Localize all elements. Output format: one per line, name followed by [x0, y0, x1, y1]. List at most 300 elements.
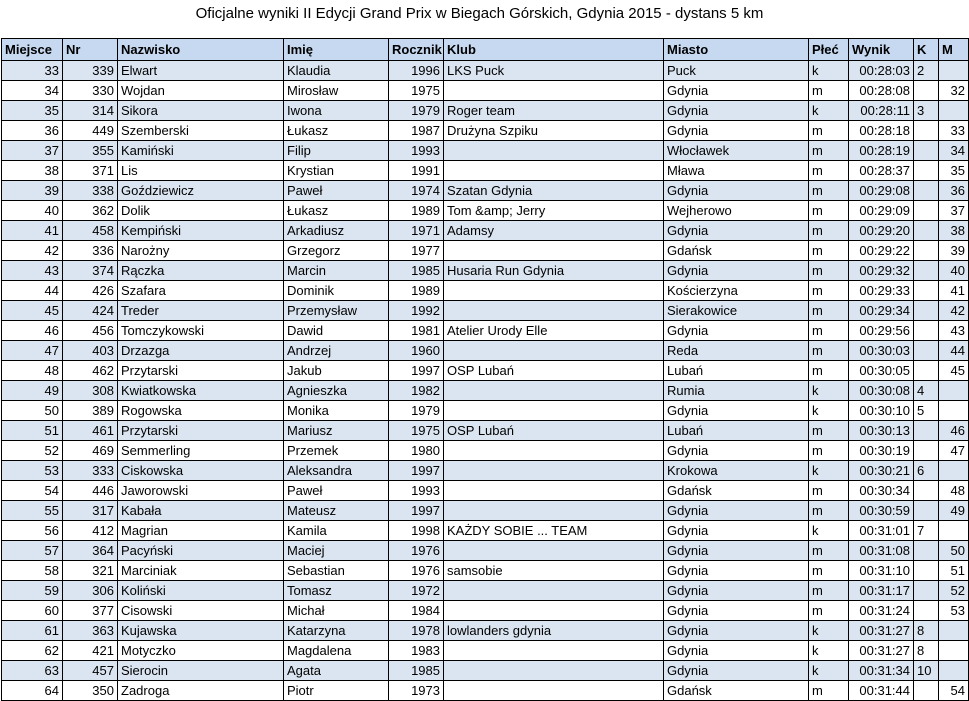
- cell-place: 48: [2, 361, 63, 381]
- column-header-k-rank: K: [914, 39, 939, 61]
- cell-year: 1992: [389, 301, 444, 321]
- cell-first-name: Katarzyna: [284, 621, 389, 641]
- results-body: [2, 61, 969, 701]
- cell-club: [444, 461, 664, 481]
- column-header-first-name: Imię: [284, 39, 389, 61]
- column-header-place: Miejsce: [2, 39, 63, 61]
- cell-k-rank: [914, 281, 939, 301]
- cell-k-rank: [914, 341, 939, 361]
- cell-sex: m: [809, 321, 849, 341]
- cell-m-rank: [939, 641, 969, 661]
- cell-m-rank: [939, 381, 969, 401]
- cell-city: Reda: [664, 341, 809, 361]
- cell-surname: Kabała: [118, 501, 284, 521]
- table-row: [2, 201, 969, 221]
- cell-surname: Elwart: [118, 61, 284, 81]
- cell-bib: 456: [63, 321, 118, 341]
- column-header-surname: Nazwisko: [118, 39, 284, 61]
- cell-place: 33: [2, 61, 63, 81]
- cell-m-rank: [939, 521, 969, 541]
- cell-bib: 457: [63, 661, 118, 681]
- cell-m-rank: 45: [939, 361, 969, 381]
- table-row: [2, 161, 969, 181]
- table-row: [2, 221, 969, 241]
- cell-city: Lubań: [664, 421, 809, 441]
- cell-place: 55: [2, 501, 63, 521]
- cell-place: 37: [2, 141, 63, 161]
- cell-place: 58: [2, 561, 63, 581]
- cell-sex: k: [809, 381, 849, 401]
- cell-time: 00:31:10: [849, 561, 914, 581]
- cell-time: 00:31:08: [849, 541, 914, 561]
- cell-place: 40: [2, 201, 63, 221]
- cell-k-rank: 8: [914, 621, 939, 641]
- cell-club: [444, 661, 664, 681]
- cell-k-rank: [914, 261, 939, 281]
- table-row: [2, 501, 969, 521]
- cell-k-rank: [914, 681, 939, 701]
- cell-time: 00:29:34: [849, 301, 914, 321]
- cell-place: 35: [2, 101, 63, 121]
- cell-k-rank: [914, 441, 939, 461]
- cell-surname: Przytarski: [118, 421, 284, 441]
- cell-year: 1980: [389, 441, 444, 461]
- cell-first-name: Iwona: [284, 101, 389, 121]
- results-table: [1, 38, 969, 701]
- cell-first-name: Przemek: [284, 441, 389, 461]
- cell-club: KAŻDY SOBIE ... TEAM: [444, 521, 664, 541]
- cell-time: 00:29:33: [849, 281, 914, 301]
- table-row: [2, 481, 969, 501]
- cell-bib: 449: [63, 121, 118, 141]
- cell-m-rank: 36: [939, 181, 969, 201]
- cell-surname: Rogowska: [118, 401, 284, 421]
- cell-k-rank: [914, 161, 939, 181]
- cell-city: Gdynia: [664, 601, 809, 621]
- cell-m-rank: 33: [939, 121, 969, 141]
- cell-place: 64: [2, 681, 63, 701]
- cell-club: Szatan Gdynia: [444, 181, 664, 201]
- cell-m-rank: 53: [939, 601, 969, 621]
- cell-club: LKS Puck: [444, 61, 664, 81]
- cell-k-rank: [914, 481, 939, 501]
- cell-k-rank: 6: [914, 461, 939, 481]
- cell-sex: m: [809, 161, 849, 181]
- cell-surname: Kwiatkowska: [118, 381, 284, 401]
- cell-surname: Szafara: [118, 281, 284, 301]
- cell-club: [444, 341, 664, 361]
- cell-surname: Semmerling: [118, 441, 284, 461]
- cell-city: Gdynia: [664, 321, 809, 341]
- column-header-m-rank: M: [939, 39, 969, 61]
- cell-k-rank: 7: [914, 521, 939, 541]
- cell-club: Roger team: [444, 101, 664, 121]
- cell-year: 1985: [389, 661, 444, 681]
- cell-city: Krokowa: [664, 461, 809, 481]
- cell-time: 00:31:44: [849, 681, 914, 701]
- table-row: [2, 321, 969, 341]
- cell-place: 47: [2, 341, 63, 361]
- cell-m-rank: 34: [939, 141, 969, 161]
- table-row: [2, 81, 969, 101]
- cell-place: 54: [2, 481, 63, 501]
- cell-club: [444, 281, 664, 301]
- cell-bib: 371: [63, 161, 118, 181]
- cell-k-rank: [914, 141, 939, 161]
- cell-year: 1993: [389, 481, 444, 501]
- cell-time: 00:31:27: [849, 641, 914, 661]
- cell-bib: 421: [63, 641, 118, 661]
- cell-first-name: Mariusz: [284, 421, 389, 441]
- cell-club: [444, 141, 664, 161]
- cell-city: Gdynia: [664, 661, 809, 681]
- cell-sex: m: [809, 81, 849, 101]
- cell-k-rank: [914, 301, 939, 321]
- cell-bib: 330: [63, 81, 118, 101]
- cell-place: 62: [2, 641, 63, 661]
- table-row: [2, 101, 969, 121]
- cell-bib: 462: [63, 361, 118, 381]
- cell-m-rank: 54: [939, 681, 969, 701]
- cell-year: 1976: [389, 561, 444, 581]
- table-row: [2, 621, 969, 641]
- cell-bib: 446: [63, 481, 118, 501]
- cell-m-rank: 41: [939, 281, 969, 301]
- cell-bib: 374: [63, 261, 118, 281]
- cell-sex: m: [809, 361, 849, 381]
- cell-sex: m: [809, 221, 849, 241]
- cell-bib: 339: [63, 61, 118, 81]
- cell-club: Atelier Urody Elle: [444, 321, 664, 341]
- cell-sex: k: [809, 641, 849, 661]
- cell-place: 49: [2, 381, 63, 401]
- table-row: [2, 261, 969, 281]
- cell-surname: Pacyński: [118, 541, 284, 561]
- table-row: [2, 641, 969, 661]
- cell-k-rank: 3: [914, 101, 939, 121]
- cell-sex: m: [809, 281, 849, 301]
- cell-k-rank: [914, 601, 939, 621]
- cell-club: [444, 381, 664, 401]
- cell-sex: m: [809, 601, 849, 621]
- cell-year: 1985: [389, 261, 444, 281]
- cell-sex: k: [809, 461, 849, 481]
- cell-year: 1998: [389, 521, 444, 541]
- table-row: [2, 361, 969, 381]
- cell-time: 00:30:34: [849, 481, 914, 501]
- cell-city: Wejherowo: [664, 201, 809, 221]
- table-row: [2, 141, 969, 161]
- cell-year: 1978: [389, 621, 444, 641]
- cell-m-rank: [939, 661, 969, 681]
- cell-m-rank: 37: [939, 201, 969, 221]
- cell-city: Gdynia: [664, 401, 809, 421]
- cell-m-rank: 32: [939, 81, 969, 101]
- cell-year: 1989: [389, 201, 444, 221]
- cell-sex: k: [809, 661, 849, 681]
- table-row: [2, 581, 969, 601]
- cell-m-rank: [939, 461, 969, 481]
- cell-club: [444, 241, 664, 261]
- table-row: [2, 681, 969, 701]
- cell-city: Puck: [664, 61, 809, 81]
- cell-place: 60: [2, 601, 63, 621]
- cell-bib: 389: [63, 401, 118, 421]
- cell-club: [444, 601, 664, 621]
- cell-time: 00:30:08: [849, 381, 914, 401]
- cell-surname: Koliński: [118, 581, 284, 601]
- cell-time: 00:29:08: [849, 181, 914, 201]
- cell-year: 1974: [389, 181, 444, 201]
- cell-time: 00:28:03: [849, 61, 914, 81]
- cell-city: Gdańsk: [664, 481, 809, 501]
- cell-bib: 338: [63, 181, 118, 201]
- cell-k-rank: 2: [914, 61, 939, 81]
- table-row: [2, 61, 969, 81]
- cell-city: Gdynia: [664, 121, 809, 141]
- cell-surname: Magrian: [118, 521, 284, 541]
- cell-year: 1982: [389, 381, 444, 401]
- cell-sex: m: [809, 261, 849, 281]
- cell-surname: Lis: [118, 161, 284, 181]
- cell-sex: m: [809, 561, 849, 581]
- cell-sex: m: [809, 481, 849, 501]
- cell-city: Gdynia: [664, 521, 809, 541]
- cell-place: 44: [2, 281, 63, 301]
- cell-club: [444, 81, 664, 101]
- cell-first-name: Andrzej: [284, 341, 389, 361]
- cell-bib: 350: [63, 681, 118, 701]
- table-row: [2, 301, 969, 321]
- cell-year: 1977: [389, 241, 444, 261]
- cell-sex: m: [809, 441, 849, 461]
- cell-city: Mława: [664, 161, 809, 181]
- cell-surname: Cisowski: [118, 601, 284, 621]
- cell-first-name: Maciej: [284, 541, 389, 561]
- cell-m-rank: 42: [939, 301, 969, 321]
- cell-year: 1979: [389, 101, 444, 121]
- cell-surname: Motyczko: [118, 641, 284, 661]
- cell-surname: Dolik: [118, 201, 284, 221]
- cell-bib: 321: [63, 561, 118, 581]
- cell-club: [444, 481, 664, 501]
- cell-bib: 426: [63, 281, 118, 301]
- cell-city: Gdańsk: [664, 681, 809, 701]
- cell-city: Kościerzyna: [664, 281, 809, 301]
- cell-surname: Marciniak: [118, 561, 284, 581]
- cell-time: 00:30:59: [849, 501, 914, 521]
- cell-year: 1997: [389, 461, 444, 481]
- cell-m-rank: [939, 401, 969, 421]
- cell-m-rank: 40: [939, 261, 969, 281]
- cell-k-rank: [914, 561, 939, 581]
- cell-k-rank: [914, 501, 939, 521]
- cell-m-rank: 50: [939, 541, 969, 561]
- cell-first-name: Kamila: [284, 521, 389, 541]
- cell-k-rank: [914, 241, 939, 261]
- cell-bib: 458: [63, 221, 118, 241]
- cell-surname: Kujawska: [118, 621, 284, 641]
- cell-city: Gdynia: [664, 221, 809, 241]
- cell-first-name: Mateusz: [284, 501, 389, 521]
- cell-time: 00:28:37: [849, 161, 914, 181]
- cell-club: [444, 541, 664, 561]
- table-row: [2, 381, 969, 401]
- cell-first-name: Paweł: [284, 481, 389, 501]
- cell-sex: k: [809, 61, 849, 81]
- cell-first-name: Michał: [284, 601, 389, 621]
- cell-bib: 469: [63, 441, 118, 461]
- cell-first-name: Arkadiusz: [284, 221, 389, 241]
- cell-year: 1997: [389, 501, 444, 521]
- cell-sex: k: [809, 521, 849, 541]
- cell-k-rank: 4: [914, 381, 939, 401]
- cell-city: Gdańsk: [664, 241, 809, 261]
- cell-club: samsobie: [444, 561, 664, 581]
- table-row: [2, 601, 969, 621]
- cell-time: 00:31:34: [849, 661, 914, 681]
- column-header-club: Klub: [444, 39, 664, 61]
- cell-year: 1996: [389, 61, 444, 81]
- cell-club: OSP Lubań: [444, 421, 664, 441]
- cell-year: 1997: [389, 361, 444, 381]
- cell-surname: Jaworowski: [118, 481, 284, 501]
- cell-place: 36: [2, 121, 63, 141]
- cell-club: [444, 441, 664, 461]
- cell-time: 00:29:22: [849, 241, 914, 261]
- cell-surname: Kempiński: [118, 221, 284, 241]
- cell-time: 00:31:24: [849, 601, 914, 621]
- cell-surname: Przytarski: [118, 361, 284, 381]
- header-row: [2, 39, 969, 61]
- table-row: [2, 461, 969, 481]
- cell-year: 1989: [389, 281, 444, 301]
- column-header-sex: Płeć: [809, 39, 849, 61]
- cell-city: Gdynia: [664, 641, 809, 661]
- cell-surname: Goździewicz: [118, 181, 284, 201]
- cell-k-rank: [914, 361, 939, 381]
- cell-surname: Narożny: [118, 241, 284, 261]
- cell-time: 00:29:56: [849, 321, 914, 341]
- cell-time: 00:28:18: [849, 121, 914, 141]
- cell-club: [444, 501, 664, 521]
- cell-year: 1972: [389, 581, 444, 601]
- cell-m-rank: [939, 101, 969, 121]
- cell-sex: m: [809, 681, 849, 701]
- cell-sex: k: [809, 401, 849, 421]
- cell-time: 00:30:03: [849, 341, 914, 361]
- cell-sex: m: [809, 581, 849, 601]
- cell-city: Lubań: [664, 361, 809, 381]
- cell-sex: k: [809, 621, 849, 641]
- cell-k-rank: [914, 321, 939, 341]
- cell-place: 45: [2, 301, 63, 321]
- cell-place: 41: [2, 221, 63, 241]
- table-row: [2, 401, 969, 421]
- cell-bib: 363: [63, 621, 118, 641]
- cell-first-name: Dominik: [284, 281, 389, 301]
- cell-year: 1976: [389, 541, 444, 561]
- cell-bib: 424: [63, 301, 118, 321]
- cell-first-name: Filip: [284, 141, 389, 161]
- cell-time: 00:30:21: [849, 461, 914, 481]
- cell-m-rank: 49: [939, 501, 969, 521]
- column-header-city: Miasto: [664, 39, 809, 61]
- cell-k-rank: [914, 541, 939, 561]
- cell-k-rank: [914, 221, 939, 241]
- cell-bib: 336: [63, 241, 118, 261]
- cell-year: 1993: [389, 141, 444, 161]
- cell-k-rank: [914, 181, 939, 201]
- table-row: [2, 441, 969, 461]
- cell-city: Gdynia: [664, 441, 809, 461]
- cell-time: 00:29:09: [849, 201, 914, 221]
- cell-m-rank: 48: [939, 481, 969, 501]
- cell-place: 34: [2, 81, 63, 101]
- cell-place: 42: [2, 241, 63, 261]
- column-header-year: Rocznik: [389, 39, 444, 61]
- cell-city: Gdynia: [664, 581, 809, 601]
- cell-place: 43: [2, 261, 63, 281]
- cell-k-rank: [914, 581, 939, 601]
- cell-time: 00:28:19: [849, 141, 914, 161]
- cell-m-rank: 43: [939, 321, 969, 341]
- cell-city: Gdynia: [664, 101, 809, 121]
- cell-city: Gdynia: [664, 501, 809, 521]
- table-row: [2, 281, 969, 301]
- cell-place: 53: [2, 461, 63, 481]
- cell-m-rank: 52: [939, 581, 969, 601]
- cell-m-rank: 38: [939, 221, 969, 241]
- cell-k-rank: 5: [914, 401, 939, 421]
- cell-city: Gdynia: [664, 81, 809, 101]
- cell-time: 00:31:27: [849, 621, 914, 641]
- table-row: [2, 541, 969, 561]
- cell-bib: 364: [63, 541, 118, 561]
- page-title: Oficjalne wyniki II Edycji Grand Prix w Biegach Górskich, Gdynia 2015 - dystans 5 km: [195, 5, 764, 22]
- cell-time: 00:30:13: [849, 421, 914, 441]
- cell-sex: m: [809, 241, 849, 261]
- cell-city: Gdynia: [664, 541, 809, 561]
- cell-surname: Zadroga: [118, 681, 284, 701]
- cell-surname: Rączka: [118, 261, 284, 281]
- cell-m-rank: [939, 61, 969, 81]
- cell-m-rank: 39: [939, 241, 969, 261]
- cell-club: Husaria Run Gdynia: [444, 261, 664, 281]
- cell-club: Tom &amp; Jerry: [444, 201, 664, 221]
- cell-m-rank: 35: [939, 161, 969, 181]
- cell-surname: Szemberski: [118, 121, 284, 141]
- cell-bib: 314: [63, 101, 118, 121]
- cell-first-name: Jakub: [284, 361, 389, 381]
- cell-place: 38: [2, 161, 63, 181]
- cell-k-rank: [914, 421, 939, 441]
- cell-year: 1979: [389, 401, 444, 421]
- cell-year: 1971: [389, 221, 444, 241]
- cell-place: 59: [2, 581, 63, 601]
- cell-sex: m: [809, 181, 849, 201]
- cell-club: [444, 301, 664, 321]
- cell-place: 46: [2, 321, 63, 341]
- cell-sex: m: [809, 301, 849, 321]
- table-row: [2, 241, 969, 261]
- cell-bib: 355: [63, 141, 118, 161]
- cell-first-name: Magdalena: [284, 641, 389, 661]
- cell-year: 1973: [389, 681, 444, 701]
- cell-place: 51: [2, 421, 63, 441]
- cell-year: 1960: [389, 341, 444, 361]
- cell-city: Rumia: [664, 381, 809, 401]
